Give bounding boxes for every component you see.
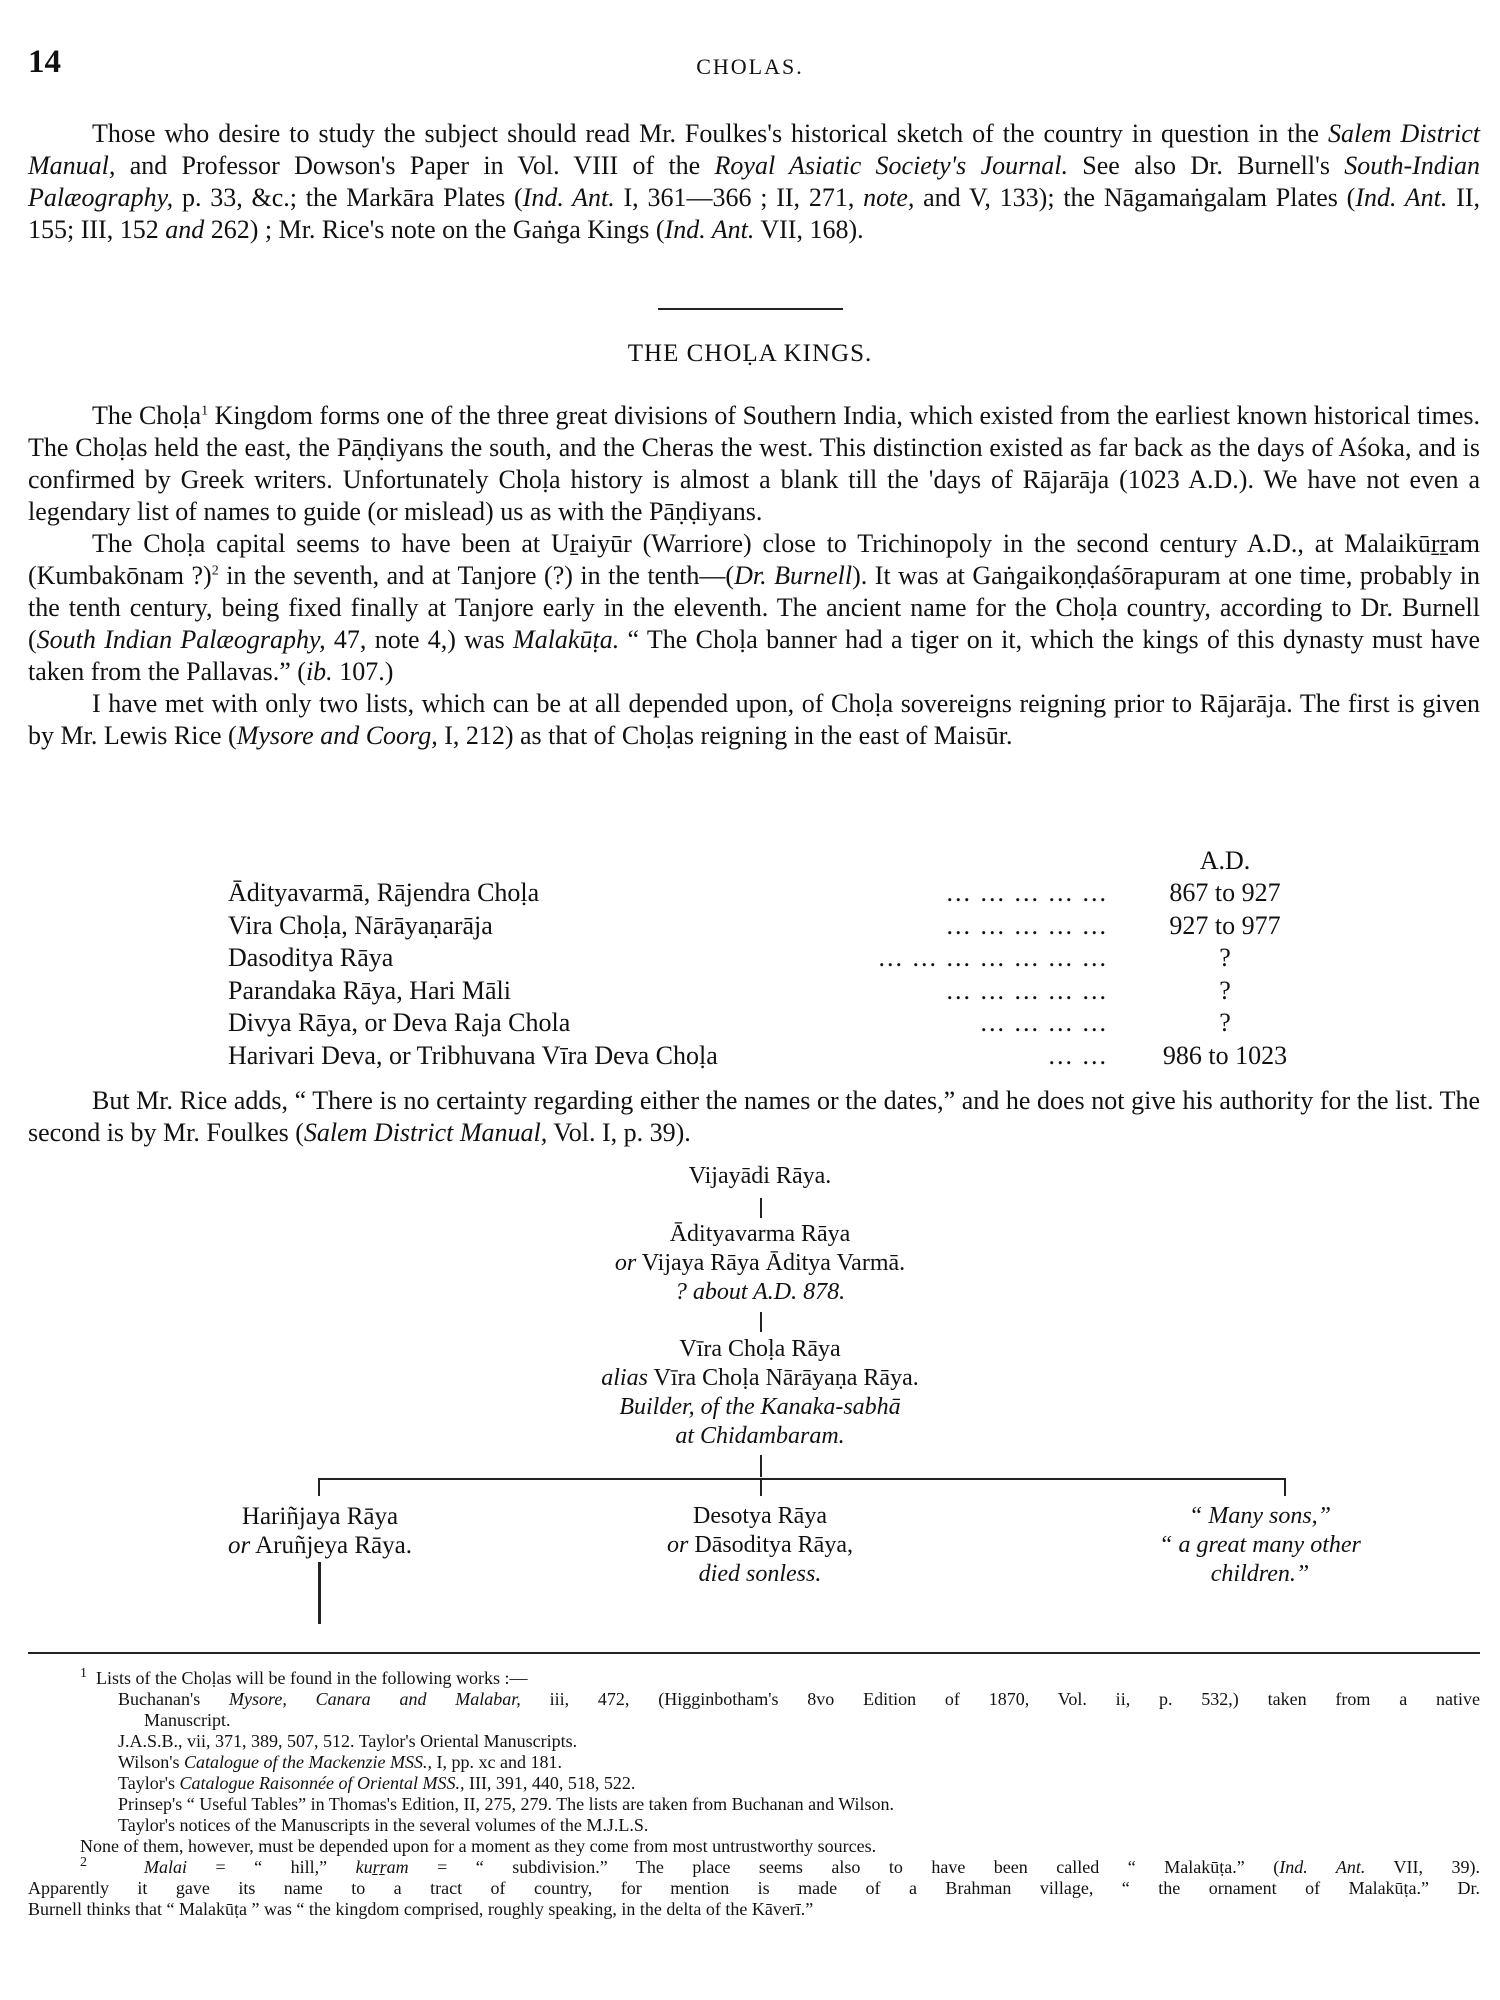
leader-dots: ... ... ... ... ...: [946, 910, 1108, 940]
footnotes: [28, 1668, 1480, 1968]
running-head: CHOLAS.: [696, 54, 804, 79]
tree-connector: [760, 1312, 762, 1332]
leader-dots: ... ... ... ... ... ... ...: [878, 943, 1108, 972]
footnote-jasb: J.A.S.B., vii, 371, 389, 507, 512. Taylor's Oriental Manuscripts.: [118, 1731, 578, 1751]
footnote-2-line-3: Burnell thinks that “ Malakūṭa ” was “ the kingdom comprised, roughly speaking, in the delta of the Kāverī.”: [28, 1899, 814, 1919]
paragraph-2: The Choḷa capital seems to have been at Uṟaiyūr (Warriore) close to Trichinopoly in the second century A.D., at Malaikūṟṟam (Kumbakōnam ?)$^2$ in the seventh, and at Tanjore (?) in the tenth—(Dr. Burnell). It was at Gaṅgaikoṇḍaśōrapuram at one time, probably in the tenth century, being fixed finally at Tanjore early in the eleventh. The ancient name for the Choḷa country, according to Dr. Burnell (South Indian Palæography, 47, note 4,) was Malakūṭa. “ The Choḷa banner had a tiger on it, which the kings of this dynasty must have taken from the Pallavas.” (ib. 107.): [28, 529, 1481, 686]
intro-paragraph: Those who desire to study the subject should read Mr. Foulkes's historical sketch of the country in question in the Salem District Manual, and Professor Dowson's Paper in Vol. VIII of the Royal Asiatic Society's Journal. See also Dr. Burnell's South-Indian Palæography, p. 33, &c.; the Markāra Plates (Ind. Ant. I, 361—366 ; II, 271, note, and V, 133); the Nāgamaṅgalam Plates (Ind. Ant. II, 155; III, 152 and 262) ; Mr. Rice's note on the Gaṅga Kings (Ind. Ant. VII, 168).: [28, 119, 1481, 244]
tree-node-desotya: Desotya Rāya or Dāsoditya Rāya, died sonless.: [667, 1503, 853, 1587]
reign-dates: ?: [1219, 975, 1231, 1005]
tree-node-many-sons: “ Many sons,” “ a great many other children.”: [1159, 1503, 1361, 1587]
page-number: 14: [28, 44, 61, 80]
footnote-taylor: Taylor's Catalogue Raisonnée of Oriental MSS., III, 391, 440, 518, 522.: [118, 1773, 636, 1793]
body-text: [28, 400, 1480, 752]
footnote-buchanan-cont: Manuscript.: [144, 1710, 231, 1730]
paragraph-1: The Choḷa$^1$ Kingdom forms one of the three great divisions of Southern India, which existed from the earliest known historical times. The Choḷas held the east, the Pāṇḍiyans the south, and the Cheras the west. This distinction existed as far back as the days of Aśoka, and is confirmed by Greek writers. Unfortunately Choḷa history is almost a blank till the 'days of Rājarāja (1023 A.D.). We have not even a legendary list of names to guide (or mislead) us as with the Pāṇḍiyans.: [28, 401, 1480, 526]
leader-dots: ... ... ... ... ...: [946, 975, 1108, 1005]
tree-connector: [760, 1478, 762, 1496]
tree-node-vijayadi: Vijayādi Rāya.: [688, 1163, 832, 1189]
leader-dots: ... ... ... ... ...: [946, 878, 1108, 907]
king-name: Divya Rāya, or Deva Raja Chola: [228, 1008, 571, 1037]
section-title: THE CHOḶA KINGS.: [627, 340, 873, 367]
leader-dots: ... ... ... ...: [980, 1008, 1108, 1037]
tree-connector: [318, 1478, 320, 1496]
paragraph-4: But Mr. Rice adds, “ There is no certainty regarding either the names or the dates,” and he does not give his authority for the list. The second is by Mr. Foulkes (Salem District Manual, Vol. I, p. 39).: [28, 1086, 1480, 1147]
leader-dots: ... ...: [1048, 1040, 1108, 1070]
reign-dates: 867 to 927: [1169, 878, 1281, 907]
reign-dates: 927 to 977: [1169, 910, 1281, 940]
tree-sibling-bar: [318, 1478, 1284, 1480]
king-table: [0, 845, 1500, 1070]
tree-node-vira-chola: Vīra Choḷa Rāya alias Vīra Choḷa Nārāyaṇa Rāya. Builder, of the Kanaka-sabhā at Chidambaram.: [601, 1336, 919, 1449]
footnote-wilson: Wilson's Catalogue of the Mackenzie MSS., I, pp. xc and 181.: [118, 1752, 562, 1772]
king-name: Vira Choḷa, Nārāyaṇarāja: [228, 910, 493, 940]
reign-dates: ?: [1219, 1008, 1231, 1037]
tree-connector: [1284, 1478, 1286, 1496]
tree-node-adityavarma: Ādityavarma Rāya or Vijaya Rāya Āditya Varmā. ? about A.D. 878.: [614, 1221, 906, 1305]
tree-connector: [760, 1455, 762, 1477]
paragraph-3: I have met with only two lists, which can be at all depended upon, of Choḷa sovereigns reigning prior to Rājarāja. The first is given by Mr. Lewis Rice (Mysore and Coorg, I, 212) as that of Choḷas reigning in the east of Maisūr.: [28, 689, 1480, 750]
king-name: Harivari Deva, or Tribhuvana Vīra Deva Choḷa: [228, 1040, 718, 1070]
body-text-2: [28, 1085, 1480, 1149]
footnote-2: $^2$ Malai = “ hill,” kuṟṟam = “ subdivision.” The place seems also to have been called “ Malakūṭa.” (Ind. Ant. VII, 39).: [80, 1857, 1480, 1877]
section-divider: [658, 308, 843, 310]
footnote-1-intro: $^1$ Lists of the Choḷas will be found in the following works :—: [80, 1666, 528, 1688]
footnote-prinsep: Prinsep's “ Useful Tables” in Thomas's Edition, II, 275, 279. The lists are taken from Buchanan and Wilson.: [118, 1794, 895, 1814]
king-name: Ādityavarmā, Rājendra Choḷa: [228, 878, 540, 907]
footnote-buchanan: Buchanan's Mysore, Canara and Malabar, iii, 472, (Higginbotham's 8vo Edition of 1870, Vol. ii, p. 532,) taken from a native: [118, 1689, 1480, 1709]
tree-node-harinjaya: Hariñjaya Rāya or Aruñjeya Rāya.: [228, 1503, 412, 1559]
tree-connector: [760, 1198, 762, 1218]
king-name: Parandaka Rāya, Hari Māli: [228, 975, 512, 1005]
tree-descendant-line: [318, 1562, 321, 1624]
footnote-rule: [28, 1652, 1480, 1654]
col-header-ad: A.D.: [1199, 846, 1251, 875]
reign-dates: 986 to 1023: [1162, 1040, 1288, 1070]
footnote-none: None of them, however, must be depended upon for a moment as they come from most untrustworthy sources.: [80, 1836, 877, 1856]
footnote-taylor-notices: Taylor's notices of the Manuscripts in the several volumes of the M.J.L.S.: [118, 1815, 649, 1835]
king-name: Dasoditya Rāya: [228, 943, 394, 972]
reign-dates: ?: [1219, 943, 1231, 972]
footnote-2-line-2: Apparently it gave its name to a tract of country, for mention is made of a Brahman village, “ the ornament of Malakūṭa.” Dr.: [28, 1878, 1480, 1898]
